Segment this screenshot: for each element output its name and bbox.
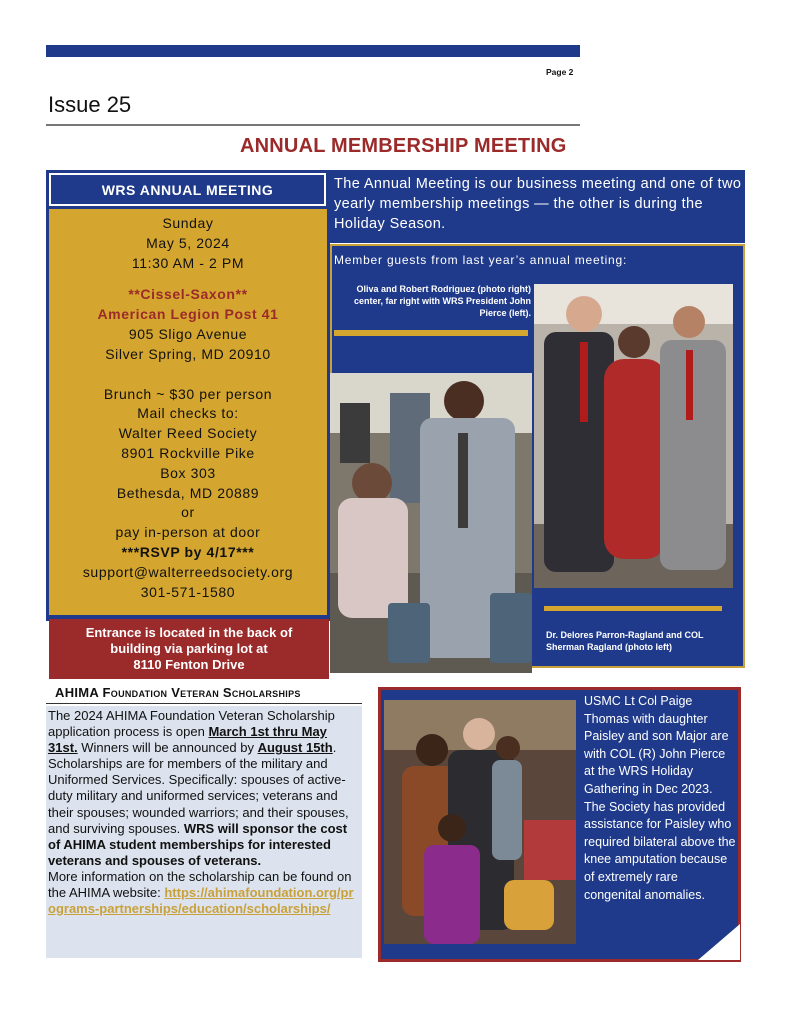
contact-email[interactable]: support@walterreedsociety.org xyxy=(82,563,294,580)
brunch-price: Brunch ~ $30 per person xyxy=(103,385,273,402)
entrance-line1: Entrance is located in the back of xyxy=(85,625,293,640)
page-title: ANNUAL MEMBERSHIP MEETING xyxy=(240,135,567,157)
divider xyxy=(46,124,580,126)
photo-ragland-couple xyxy=(330,373,532,673)
ahima-body xyxy=(48,708,360,917)
divider xyxy=(46,703,362,704)
entrance-note xyxy=(49,619,329,679)
photo-thomas-family xyxy=(384,700,576,944)
mail-org: Walter Reed Society xyxy=(118,425,258,442)
usmc-caption: USMC Lt Col Paige Thomas with daughter Paisley and son Major are with COL (R) John Pierce at the WRS Holiday Gathering in Dec 2023. The Society has provided assistance for Paisley who required bilateral above the knee amputation because of extremely rare congenital anomalies. xyxy=(584,694,736,902)
mail-address-line1: 8901 Rockville Pike xyxy=(121,444,255,461)
venue-name: **Cissel-Saxon** xyxy=(128,286,248,303)
meeting-info-title: WRS ANNUAL MEETING xyxy=(101,181,274,198)
page-curl-corner xyxy=(698,924,740,960)
caption-accent-bar xyxy=(544,606,722,611)
rsvp-deadline: ***RSVP by 4/17*** xyxy=(121,543,255,560)
venue-post: American Legion Post 41 xyxy=(97,306,279,323)
ahima-text-part: The 2024 AHIMA Foundation Veteran Scholarship application process is open xyxy=(48,708,335,740)
guests-label: Member guests from last year’s annual meeting: xyxy=(334,253,628,267)
ahima-title: AHIMA Foundation Veteran Scholarships xyxy=(55,685,301,700)
venue-street: 905 Sligo Avenue xyxy=(128,325,248,342)
ahima-text-part: . Scholarships are for members of the military and Uniformed Services. Specifically: spouses of active-duty military and uniformed services; veterans and their spouses; wounded warriors; and their spouses, and surviving spouses. xyxy=(48,740,349,836)
ahima-text-part: Winners will be announced by xyxy=(77,740,258,756)
issue-label: Issue 25 xyxy=(48,92,132,117)
page-number: Page 2 xyxy=(546,67,574,77)
ahima-date-range: March 1st thru May 31st. xyxy=(48,724,327,756)
caption-accent-bar xyxy=(334,330,528,336)
ahima-more-info: More information on the scholarship can be found on the AHIMA website: xyxy=(48,868,352,901)
mail-address-line3: Bethesda, MD 20889 xyxy=(116,484,260,501)
venue-city: Silver Spring, MD 20910 xyxy=(105,345,271,362)
ahima-sponsor-note: WRS will sponsor the cost of AHIMA student memberships for interested veterans and spouses of veterans. xyxy=(48,820,348,868)
meeting-details xyxy=(49,214,327,602)
meeting-info-header xyxy=(49,173,326,206)
or-label: or xyxy=(181,504,195,521)
meeting-time: 11:30 AM - 2 PM xyxy=(131,254,245,271)
photo-caption-rodriguez: Oliva and Robert Rodriguez (photo right) center, far right with WRS President John Pierce (left). xyxy=(353,284,531,318)
mail-label: Mail checks to: xyxy=(137,405,239,422)
entrance-line2: building via parking lot at xyxy=(110,641,268,656)
intro-text: The Annual Meeting is our business meeting and one of two yearly membership meetings — the other is during the Holiday Season. xyxy=(334,176,742,232)
photo-rodriguez-and-pierce xyxy=(534,284,733,588)
ahima-link[interactable]: https://ahimafoundation.org/programs-partnerships/education/scholarships/ xyxy=(48,885,354,917)
entrance-line3: 8110 Fenton Drive xyxy=(133,657,245,672)
pay-at-door: pay in-person at door xyxy=(115,524,261,541)
contact-phone: 301-571-1580 xyxy=(140,583,236,600)
header-bar xyxy=(46,45,580,57)
ahima-announce-date: August 15th xyxy=(257,740,333,756)
mail-address-line2: Box 303 xyxy=(160,464,216,481)
photo-caption-ragland: Dr. Delores Parron-Ragland and COL Sherman Ragland (photo left) xyxy=(546,630,704,652)
meeting-date: May 5, 2024 xyxy=(146,234,230,251)
meeting-day: Sunday xyxy=(162,215,214,231)
